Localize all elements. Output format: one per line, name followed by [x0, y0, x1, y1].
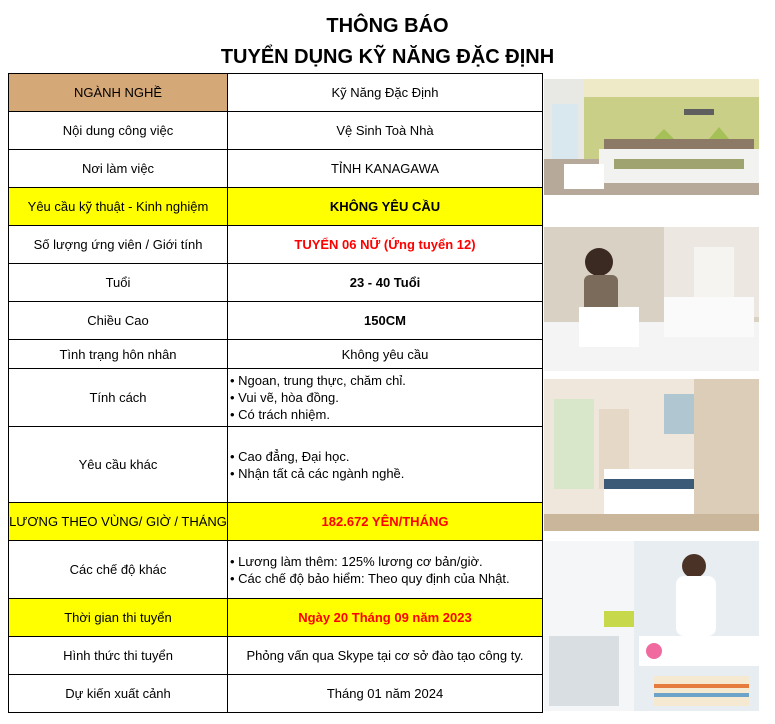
- field-label-workplace: Nơi làm việc: [9, 150, 228, 188]
- list-item: • Vui vẽ, hòa đồng.: [230, 390, 339, 405]
- field-label-salary: LƯƠNG THEO VÙNG/ GIỜ / THÁNG: [9, 503, 228, 541]
- table-row: [9, 427, 543, 503]
- field-label-marital: Tình trạng hôn nhân: [9, 340, 228, 369]
- table-row: [9, 369, 543, 427]
- field-label-other-requirements: Yêu cầu khác: [9, 427, 228, 503]
- table-row: [9, 599, 543, 637]
- table-row: [9, 503, 543, 541]
- field-label-personality: Tính cách: [9, 369, 228, 427]
- table-row: [9, 264, 543, 302]
- table-row: [9, 541, 543, 599]
- field-label-age: Tuổi: [9, 264, 228, 302]
- field-value-age: 23 - 40 Tuổi: [228, 264, 543, 302]
- field-value-quantity-gender: TUYỂN 06 NỮ (Ứng tuyển 12): [228, 226, 543, 264]
- field-label-quantity-gender: Số lượng ứng viên / Giới tính: [9, 226, 228, 264]
- field-value-personality: [228, 369, 543, 427]
- field-label-exam-format: Hình thức thi tuyển: [9, 637, 228, 675]
- field-label-job-content: Nội dung công việc: [9, 112, 228, 150]
- table-row: [9, 340, 543, 369]
- table-row: [9, 302, 543, 340]
- table-row: [9, 150, 543, 188]
- notice-title: THÔNG BÁO: [326, 15, 449, 37]
- list-item: • Các chế độ bảo hiểm: Theo quy định của Nhật.: [230, 570, 510, 586]
- field-label-industry: NGÀNH NGHỀ: [9, 74, 228, 112]
- hotel-room-photo: [544, 79, 759, 195]
- field-value-industry: Kỹ Năng Đặc Định: [228, 74, 543, 112]
- list-item: • Cao đẳng, Đại học.: [230, 448, 350, 464]
- field-label-experience: Yêu cầu kỹ thuật - Kinh nghiệm: [9, 188, 228, 226]
- housekeeper-bed-photo: [544, 227, 759, 371]
- table-row: [9, 675, 543, 713]
- field-value-exam-date: Ngày 20 Tháng 09 năm 2023: [228, 599, 543, 637]
- list-item: • Lương làm thêm: 125% lương cơ bản/giờ.: [230, 553, 483, 569]
- field-value-salary: 182.672 YÊN/THÁNG: [228, 503, 543, 541]
- field-value-height: 150CM: [228, 302, 543, 340]
- table-row: [9, 188, 543, 226]
- table-row: [9, 637, 543, 675]
- list-item: • Có trách nhiệm.: [230, 407, 330, 422]
- field-label-height: Chiều Cao: [9, 302, 228, 340]
- field-value-benefits: [228, 541, 543, 599]
- field-label-departure: Dự kiến xuất cảnh: [9, 675, 228, 713]
- field-label-benefits: Các chế độ khác: [9, 541, 228, 599]
- table-row: [9, 226, 543, 264]
- bedroom-photo: [544, 379, 759, 531]
- field-value-workplace: TỈNH KANAGAWA: [228, 150, 543, 188]
- field-label-exam-date: Thời gian thi tuyển: [9, 599, 228, 637]
- list-item: • Nhận tất cả các ngành nghề.: [230, 465, 405, 481]
- field-value-other-requirements: [228, 427, 543, 503]
- table-row: [9, 74, 543, 112]
- recruitment-title: TUYỂN DỤNG KỸ NĂNG ĐẶC ĐỊNH: [220, 46, 555, 68]
- field-value-job-content: Vệ Sinh Toà Nhà: [228, 112, 543, 150]
- field-value-exam-format: Phỏng vấn qua Skype tại cơ sở đào tạo công ty.: [228, 637, 543, 675]
- housekeeping-photo: [544, 541, 759, 711]
- table-row: [9, 112, 543, 150]
- field-value-experience: KHÔNG YÊU CẦU: [228, 188, 543, 226]
- list-item: • Ngoan, trung thực, chăm chỉ.: [230, 373, 406, 388]
- field-value-departure: Tháng 01 năm 2024: [228, 675, 543, 713]
- job-details-table: [8, 73, 543, 713]
- field-value-marital: Không yêu cầu: [228, 340, 543, 369]
